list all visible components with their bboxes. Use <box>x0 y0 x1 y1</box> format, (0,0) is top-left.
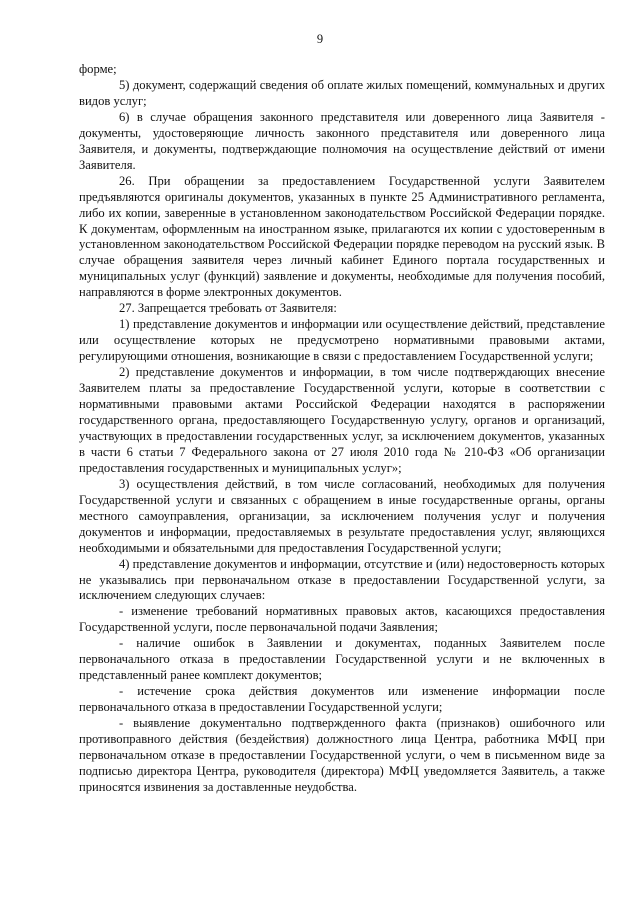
paragraph-prohibition-4: 4) представление документов и информации, отсутствие и (или) недостоверность которых не указывались при первоначальном отказе в предоставлении Государственной услуги, за исключением следующих случаев: <box>79 556 605 603</box>
paragraph-item-6: 6) в случае обращения законного представителя или доверенного лица Заявителя - документы, удостоверяющие личность законного представителя или доверенного лица Заявителя, и документы, подтверждающие полномочия на осуществление действий от имени Заявителя. <box>79 109 605 172</box>
paragraph-clause-27: 27. Запрещается требовать от Заявителя: <box>119 301 337 316</box>
paragraph-exception-requirements-change: - изменение требований нормативных правовых актов, касающихся предоставления Государственной услуги, после первоначальной подачи Заявления; <box>79 604 605 635</box>
paragraph-exception-expiry: - истечение срока действия документов или изменение информации после первоначального отказа в предоставлении Государственной услуги; <box>79 684 605 715</box>
paragraph-exception-errors: - наличие ошибок в Заявлении и документах, поданных Заявителем после первоначального отказа в предоставлении Государственной услуги и не включенных в представленный ранее комплект документов; <box>79 636 605 683</box>
paragraph-item-5: 5) документ, содержащий сведения об оплате жилых помещений, коммунальных и других видов услуг; <box>79 77 605 108</box>
paragraph-prohibition-2: 2) представление документов и информации, в том числе подтверждающих внесение Заявителем платы за предоставление Государственной услуги, которые в соответствии с нормативными правовыми актами Российской Федерации находятся в распоряжении государственного органа, предоставляющего Государственную услугу, органов и организаций, участвующих в предоставлении государственных услуг, за исключением документов, указанных в части 6 статьи 7 Федерального закона от 27 июля 2010 года № 210-ФЗ «Об организации предоставления государственных и муниципальных услуг»; <box>79 365 605 475</box>
paragraph-form-continuation: форме; <box>79 62 117 76</box>
document-body <box>79 62 605 796</box>
paragraph-clause-26: 26. При обращении за предоставлением Государственной услуги Заявителем предъявляются оригиналы документов, указанных в пункте 25 Административного регламента, либо их копии, заверенные в установленном законодательством Российской Федерации порядке. К документам, оформленным на иностранном языке, прилагаются их копии с удостоверенным в установленном законодательством Российской Федерации порядке переводом на русский язык. В случае обращения заявителя через личный кабинет Единого портала государственных и муниципальных услуг (функций) заявление и документы, необходимые для получения пособий, направляются в форме электронных документов. <box>79 173 605 300</box>
paragraph-prohibition-3: 3) осуществления действий, в том числе согласований, необходимых для получения Государственной услуги и связанных с обращением в иные государственные органы, органы местного самоуправления, организации, за исключением получения услуг и получения документов и информации, предоставляемых в результате предоставления услуг, являющихся необходимыми и обязательными для предоставления Государственной услуги; <box>79 476 605 555</box>
page-number: 9 <box>316 32 324 46</box>
paragraph-exception-misconduct: - выявление документально подтвержденного факта (признаков) ошибочного или противоправного действия (бездействия) должностного лица Центра, работника МФЦ при первоначальном отказе в предоставлении Государственной услуги, о чем в письменном виде за подписью директора Центра, руководителя (директора) МФЦ уведомляется Заявитель, а также приносятся извинения за доставленные неудобства. <box>79 716 605 794</box>
paragraph-prohibition-1: 1) представление документов и информации или осуществление действий, представление или осуществление которых не предусмотрено нормативными правовыми актами, регулирующими отношения, возникающие в связи с предоставлением Государственной услуги; <box>79 317 605 364</box>
